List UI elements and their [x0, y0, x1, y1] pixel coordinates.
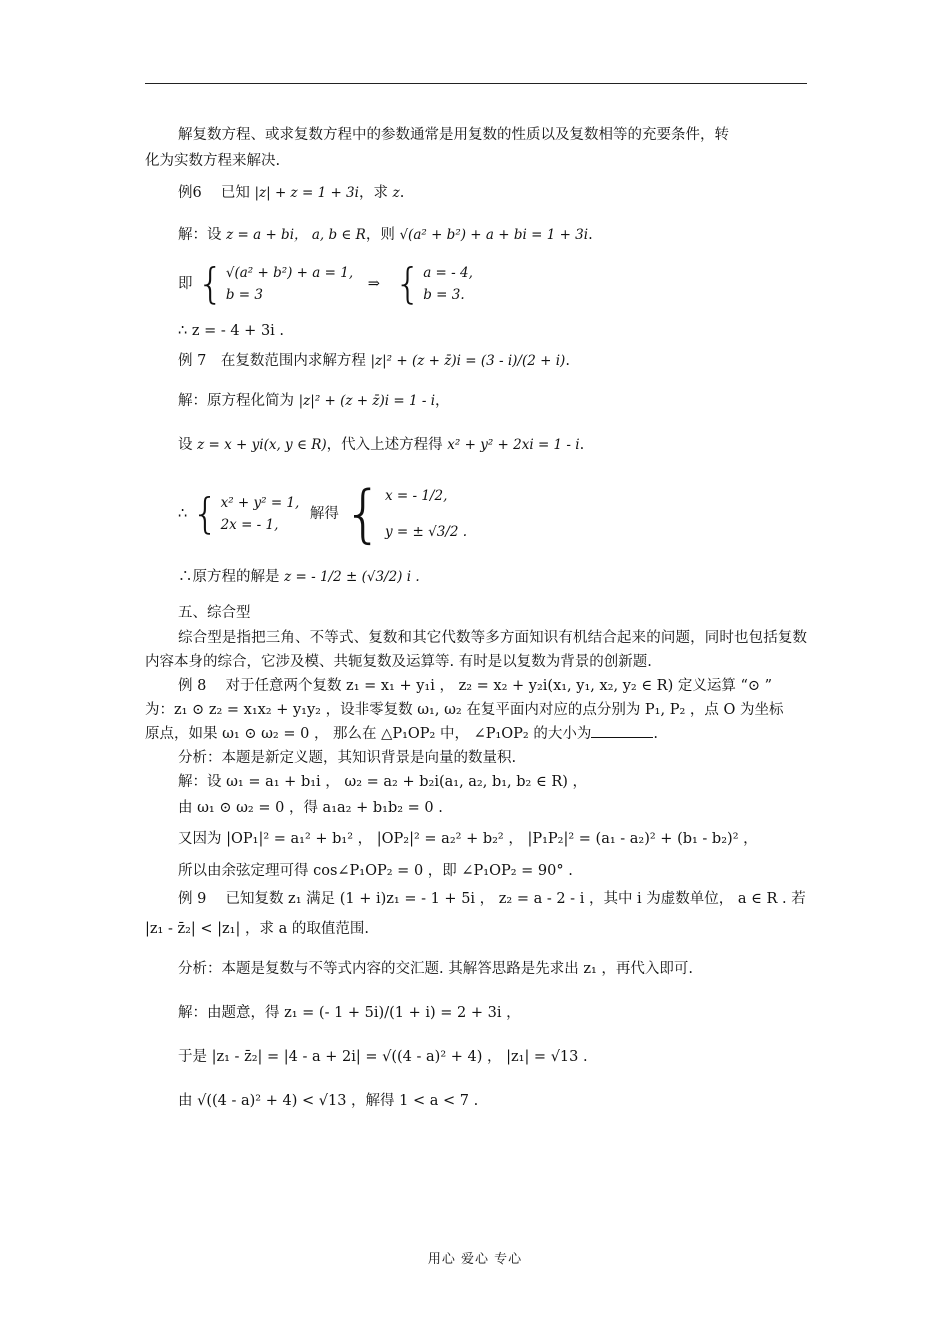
- example-6-question: 例6 已知 |z| + z = 1 + 3i，求 z.: [178, 185, 405, 201]
- example-6-ji: 即: [178, 276, 193, 292]
- system-1: [197, 259, 354, 308]
- example-8-line-3-end: .: [653, 726, 658, 742]
- example-7-set-equation: z = x + yi(x, y ∈ R): [197, 437, 327, 453]
- example-7-simplify-prefix: 解：原方程化简为: [178, 393, 294, 409]
- system-b: [344, 478, 468, 550]
- system-1-line-a: √(a² + b²) + a = 1,: [225, 265, 354, 281]
- example-6-result: ∴ z = - 4 + 3i .: [178, 323, 285, 339]
- example-7-systems: [145, 478, 807, 558]
- example-6-sol-prefix: 解：设: [178, 227, 222, 243]
- example-8-solution-2: 由 ω₁ ⊙ ω₂ = 0 ，得 a₁a₂ + b₁b₂ = 0 .: [178, 800, 443, 816]
- therefore-icon: ∴: [178, 506, 188, 522]
- section-5-heading: 五、综合型: [178, 605, 251, 621]
- example-7-sub-equation: x² + y² + 2xi = 1 - i: [447, 437, 580, 453]
- section-5-paragraph: 综合型是指把三角、不等式、复数和其它代数等多方面知识有机结合起来的问题，同时也包括复数内容本身的综合，它涉及模、共轭复数及运算等. 有时是以复数为背景的创新题.: [145, 630, 807, 670]
- page-footer: 用心 爱心 专心: [427, 1252, 523, 1267]
- left-brace-icon: {: [343, 477, 383, 550]
- example-9-analysis: 分析：本题是复数与不等式内容的交汇题. 其解答思路是先求出 z₁ ，再代入即可.: [178, 961, 693, 977]
- example-6-setup: 解：设 z = a + bi， a, b ∈ R，则 √(a² + b²) + a + bi = 1 + 3i.: [178, 227, 593, 243]
- example-7-sub-text: ，代入上述方程得: [326, 437, 443, 453]
- example-6-then-equation: √(a² + b²) + a + bi = 1 + 3i: [399, 227, 589, 243]
- example-9-solution-1: 解：由题意，得 z₁ = (- 1 + 5i)/(1 + i) = 2 + 3i ，: [178, 1005, 521, 1021]
- implies-icon: ⇒: [367, 276, 380, 292]
- example-6-equation: |z| + z = 1 + 3i: [254, 185, 359, 201]
- example-8-line-3: [145, 722, 807, 746]
- system-a: [191, 489, 300, 538]
- example-7-equation: |z|² + (z + z̄)i = (3 - i)/(2 + i): [370, 353, 566, 369]
- system-2-line-b: b = 3.: [423, 287, 465, 303]
- example-8-line-3-text: 原点，如果 ω₁ ⊙ ω₂ = 0 ， 那么在 △P₁OP₂ 中， ∠P₁OP₂ 的大小为: [145, 726, 592, 742]
- system-a-line-b: 2x = - 1,: [220, 517, 279, 533]
- example-8-line-2: 为：z₁ ⊙ z₂ = x₁x₂ + y₁y₂ ，设非零复数 ω₁, ω₂ 在复平面内对应的点分别为 P₁, P₂ ，点 O 为坐标: [145, 702, 784, 718]
- example-9-line-1: 例 9 已知复数 z₁ 满足 (1 + i)z₁ = - 1 + 5i ， z₂ = a - 2 - i ，其中 i 为虚数单位， a ∈ R . 若: [178, 891, 806, 907]
- example-6-sol-condition: ， a, b ∈ R: [294, 227, 366, 243]
- example-8-solution-3: 又因为 |OP₁|² = a₁² + b₁² ， |OP₂|² = a₂² + b₂² ， |P₁P₂|² = (a₁ - a₂)² + (b₁ - b₂)² ，: [178, 831, 758, 847]
- system-a-line-a: x² + y² = 1,: [220, 495, 300, 511]
- left-brace-icon: {: [191, 489, 219, 538]
- example-7-simplify: 解：原方程化简为 |z|² + (z + z̄)i = 1 - i，: [178, 393, 450, 409]
- example-6-ask: ，求: [358, 185, 388, 201]
- example-8-solution-1: 解：设 ω₁ = a₁ + b₁i ， ω₂ = a₂ + b₂i(a₁, a₂, b₁, b₂ ∈ R) ，: [178, 774, 588, 790]
- example-6-variable: z: [392, 185, 400, 201]
- example-6-sol-equation: z = a + bi: [226, 227, 295, 243]
- example-7-result-prefix: ∴原方程的解是: [178, 569, 280, 585]
- example-7-simplify-equation: |z|² + (z + z̄)i = 1 - i: [298, 393, 436, 409]
- system-2: [394, 259, 473, 308]
- example-9-line-2: |z₁ - z̄₂| < |z₁| ，求 a 的取值范围.: [145, 921, 369, 937]
- header-rule: [145, 83, 807, 84]
- system-2-line-a: a = - 4,: [423, 265, 473, 281]
- example-8-solution-4: 所以由余弦定理可得 cos∠P₁OP₂ = 0 ，即 ∠P₁OP₂ = 90° .: [178, 863, 573, 879]
- example-6-label: 例6 已知: [178, 185, 250, 201]
- example-7-result-equation: z = - 1/2 ± (√3/2) i .: [284, 569, 420, 585]
- system-b-line-a: x = - 1/2,: [384, 488, 448, 504]
- document-body: [145, 122, 807, 1118]
- intro-line-2: 化为实数方程来解决.: [145, 153, 281, 169]
- answer-blank: [591, 723, 653, 738]
- example-7-label: 例 7 在复数范围内求解方程: [178, 353, 366, 369]
- example-7-substitute: 设 z = x + yi(x, y ∈ R)，代入上述方程得 x² + y² + 2xi = 1 - i.: [178, 437, 585, 453]
- example-7-set-prefix: 设: [178, 437, 193, 453]
- example-6-then: ，则: [365, 227, 395, 243]
- example-7-result: [145, 564, 807, 590]
- example-9-solution-3: 由 √((4 - a)² + 4) < √13 ，解得 1 < a < 7 .: [178, 1093, 479, 1109]
- system-1-line-b: b = 3: [225, 287, 263, 303]
- example-6-system: [145, 259, 807, 312]
- example-9-solution-2: 于是 |z₁ - z̄₂| = |4 - a + 2i| = √((4 - a)² + 4) ， |z₁| = √13 .: [178, 1049, 588, 1065]
- example-8-line-1: 例 8 对于任意两个复数 z₁ = x₁ + y₁i ， z₂ = x₂ + y₂i(x₁, y₁, x₂, y₂ ∈ R) 定义运算 “⊙ ”: [178, 678, 773, 694]
- intro-line-1: 解复数方程、或求复数方程中的参数通常是用复数的性质以及复数相等的充要条件，转: [178, 127, 729, 143]
- system-b-line-b: y = ± √3/2 .: [384, 524, 468, 540]
- example-7-question: 例 7 在复数范围内求解方程 |z|² + (z + z̄)i = (3 - i)/(2 + i).: [178, 353, 570, 369]
- example-7-solve-text: 解得: [309, 506, 339, 522]
- example-8-analysis: 分析：本题是新定义题，其知识背景是向量的数量积.: [178, 750, 517, 766]
- left-brace-icon: {: [394, 259, 422, 308]
- left-brace-icon: {: [197, 259, 224, 308]
